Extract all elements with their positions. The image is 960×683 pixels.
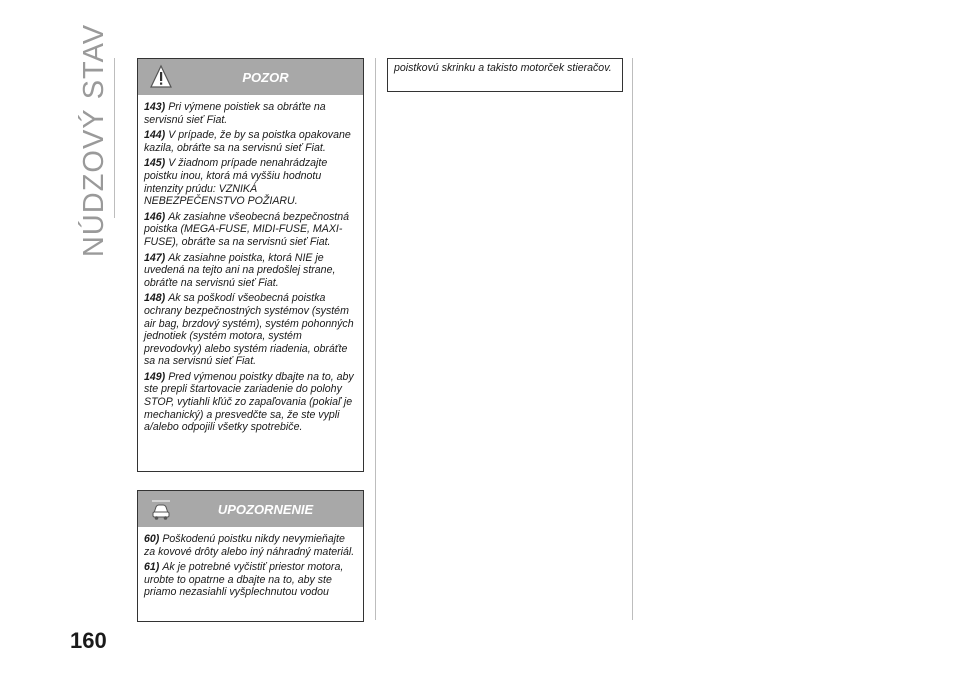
page-number: 160 (70, 628, 107, 653)
car-notice-icon (150, 495, 172, 523)
item-text: V žiadnom prípade nenahrádzajte poistku inou, ktorá má vyššiu hodnotu intenzity prúdu: VZNIKÁ NEBEZPEČENSTVO POŽIARU. (144, 157, 328, 208)
item-text: Pred výmenou poistky dbajte na to, aby ste prepli štartovacie zariadenie do polohy STOP, vytiahli kľúč zo zapaľovania (pokiaľ je mechanický) a presvedčte sa, že ste vypli a/alebo odpojili všetky spotrebiče. (144, 370, 354, 434)
column-divider-left (375, 58, 376, 620)
item-number: 146) (144, 210, 166, 223)
item-number: 148) (144, 292, 166, 305)
item-number: 144) (144, 129, 166, 142)
list-item (144, 157, 357, 207)
item-number: 145) (144, 157, 166, 170)
list-item (144, 101, 357, 126)
item-text: V prípade, že by sa poistka opakovane kazila, obráťte sa na servisnú sieť Fiat. (144, 129, 351, 154)
notice-box-body (138, 527, 363, 608)
list-item (144, 252, 357, 290)
list-item (144, 129, 357, 154)
notice-box (137, 490, 364, 622)
list-item (144, 561, 357, 599)
list-item (144, 371, 357, 434)
warning-box-title: POZOR (242, 69, 289, 85)
warning-box-header (138, 59, 363, 95)
continuation-text: poistkovú skrinku a takisto motorček stieračov. (394, 62, 612, 74)
item-text: Ak sa poškodí všeobecná poistka ochrany bezpečnostných systémov (systém air bag, brzdový systém), systém pohonných jednotiek (systém motora, systém prevodovky) alebo systém riadenia, obráťte sa na servisnú sieť Fiat. (144, 292, 354, 368)
section-title-text: NÚDZOVÝ STAV (78, 23, 111, 257)
item-number: 60) (144, 533, 160, 545)
column-divider-right (632, 58, 633, 620)
item-number: 143) (144, 101, 166, 113)
item-text: Ak je potrebné vyčistiť priestor motora, urobte to opatrne a dbajte na to, aby ste priamo nezasiahli vyšplechnutou vodou (144, 561, 344, 599)
warning-box (137, 58, 364, 472)
warning-triangle-icon (150, 63, 172, 91)
continuation-box (387, 58, 623, 92)
item-number: 61) (144, 561, 160, 574)
notice-box-header (138, 491, 363, 527)
list-item (144, 211, 357, 249)
item-text: Poškodenú poistku nikdy nevymieňajte za kovové drôty alebo iný náhradný materiál. (144, 533, 355, 558)
section-side-title (70, 23, 120, 257)
item-text: Ak zasiahne poistka, ktorá NIE je uvedená na tejto ani na predošlej strane, obráťte na servisnú sieť Fiat. (144, 251, 336, 289)
side-divider (114, 58, 115, 218)
item-number: 149) (144, 370, 166, 383)
list-item (144, 533, 357, 558)
item-text: Ak zasiahne všeobecná bezpečnostná poistka (MEGA-FUSE, MIDI-FUSE, MAXI-FUSE), obráťte sa na servisnú sieť Fiat. (144, 210, 350, 248)
item-number: 147) (144, 251, 166, 264)
list-item (144, 292, 357, 368)
item-text: Pri výmene poistiek sa obráťte na servisnú sieť Fiat. (144, 101, 326, 126)
warning-box-body (138, 95, 363, 443)
notice-box-title: UPOZORNENIE (217, 501, 314, 517)
